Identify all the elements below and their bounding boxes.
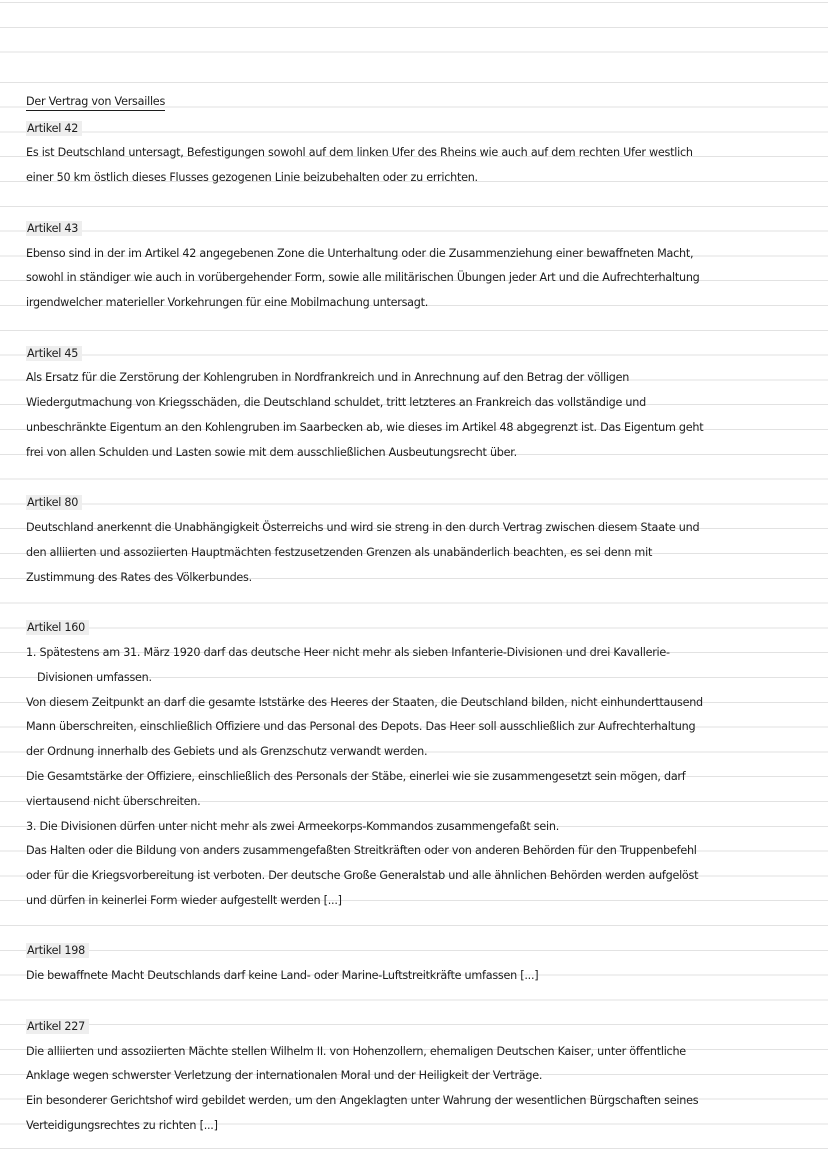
article-label: Artikel 42 [26,121,82,136]
article-42 [26,116,812,191]
article-label: Artikel 227 [26,1019,89,1034]
article-text-line: viertausend nicht überschreiten. [26,794,201,808]
article-160 [26,615,812,913]
article-text-line: Das Halten oder die Bildung von anders zusammengefaßten Streitkräften oder von anderen Behörden für den Truppenbefehl [26,844,697,858]
article-text-line: Verteidigungsrechtes zu richten [...] [26,1118,218,1132]
article-text-line: den alliierten und assoziierten Hauptmächten festzusetzenden Grenzen als unabänderlich beachten, es sei denn mit [26,545,653,559]
article-43 [26,216,812,316]
article-text-line: einer 50 km östlich dieses Flusses gezogenen Linie beizubehalten oder zu errichten. [26,171,478,185]
article-text-line: Mann überschreiten, einschließlich Offiziere und das Personal des Depots. Das Heer soll ausschließlich zur Aufrechterhaltung [26,720,696,734]
article-text-line: Ein besonderer Gerichtshof wird gebildet werden, um den Angeklagten unter Wahrung der wesentlichen Bürgschaften seines [26,1094,699,1108]
article-text-line: sowohl in ständiger wie auch in vorübergehender Form, sowie alle militärischen Übungen jeder Art und die Aufrechterhaltung [26,271,700,285]
article-text-line: und dürfen in keinerlei Form wieder aufgestellt werden [...] [26,893,342,907]
article-text-line: Es ist Deutschland untersagt, Befestigungen sowohl auf dem linken Ufer des Rheins wie auch auf dem rechten Ufer westlich [26,146,693,160]
article-text-line: Anklage wegen schwerster Verletzung der internationalen Moral und der Heiligkeit der Verträge. [26,1069,543,1083]
article-text-line: der Ordnung innerhalb des Gebiets und als Grenzschutz verwandt werden. [26,745,428,759]
article-text-line: Wiedergutmachung von Kriegsschäden, die Deutschland schuldet, tritt letzteres an Frankreich das vollständige und [26,396,646,410]
article-text-line: irgendwelcher materieller Vorkehrungen für eine Mobilmachung untersagt. [26,296,429,310]
article-text-line: unbeschränkte Eigentum an den Kohlengruben im Saarbecken ab, wie dieses im Artikel 48 abgegrenzt ist. Das Eigentum geht [26,421,704,435]
article-198 [26,939,812,989]
article-text-line: Zustimmung des Rates des Völkerbundes. [26,570,252,584]
document-title: Der Vertrag von Versailles [26,94,165,111]
article-227 [26,1014,812,1139]
article-text-line: oder für die Kriegsvorbereitung ist verboten. Der deutsche Große Generalstab und alle ähnlichen Behörden werden aufgelöst [26,869,699,883]
article-80 [26,490,812,590]
article-text-line: Die alliierten und assoziierten Mächte stellen Wilhelm II. von Hohenzollern, ehemaligen Deutschen Kaiser, unter öffentliche [26,1044,686,1058]
article-text-line: frei von allen Schulden und Lasten sowie mit dem ausschließlichen Ausbeutungsrecht über. [26,445,517,459]
article-label: Artikel 45 [26,346,82,361]
article-text-line: Deutschland anerkennt die Unabhängigkeit Österreichs und wird sie streng in den durch Vertrag zwischen diesem Staate und [26,521,700,535]
article-text-line: 1. Spätestens am 31. März 1920 darf das deutsche Heer nicht mehr als sieben Infanterie-Divisionen und drei Kavallerie- [26,645,670,659]
article-text-line: Die Gesamtstärke der Offiziere, einschließlich des Personals der Stäbe, einerlei wie sie zusammengesetzt sein mögen, darf [26,769,686,783]
article-text-line: Die bewaffnete Macht Deutschlands darf keine Land- oder Marine-Luftstreitkräfte umfassen [...] [26,969,539,983]
article-label: Artikel 80 [26,495,82,510]
article-label: Artikel 160 [26,620,89,635]
article-text-line: Von diesem Zeitpunkt an darf die gesamte Iststärke des Heeres der Staaten, die Deutschland bilden, nicht einhunderttausend [26,695,703,709]
article-label: Artikel 43 [26,221,82,236]
article-label: Artikel 198 [26,943,89,958]
article-text-line: Ebenso sind in der im Artikel 42 angegebenen Zone die Unterhaltung oder die Zusammenziehung einer bewaffneten Macht, [26,246,694,260]
article-text-line: 3. Die Divisionen dürfen unter nicht mehr als zwei Armeekorps-Kommandos zusammengefaßt sein. [26,819,559,833]
article-text-line: Divisionen umfassen. [37,670,152,684]
article-45 [26,341,812,466]
article-text-line: Als Ersatz für die Zerstörung der Kohlengruben in Nordfrankreich und in Anrechnung auf den Betrag der völligen [26,371,630,385]
document-page [26,90,812,1164]
